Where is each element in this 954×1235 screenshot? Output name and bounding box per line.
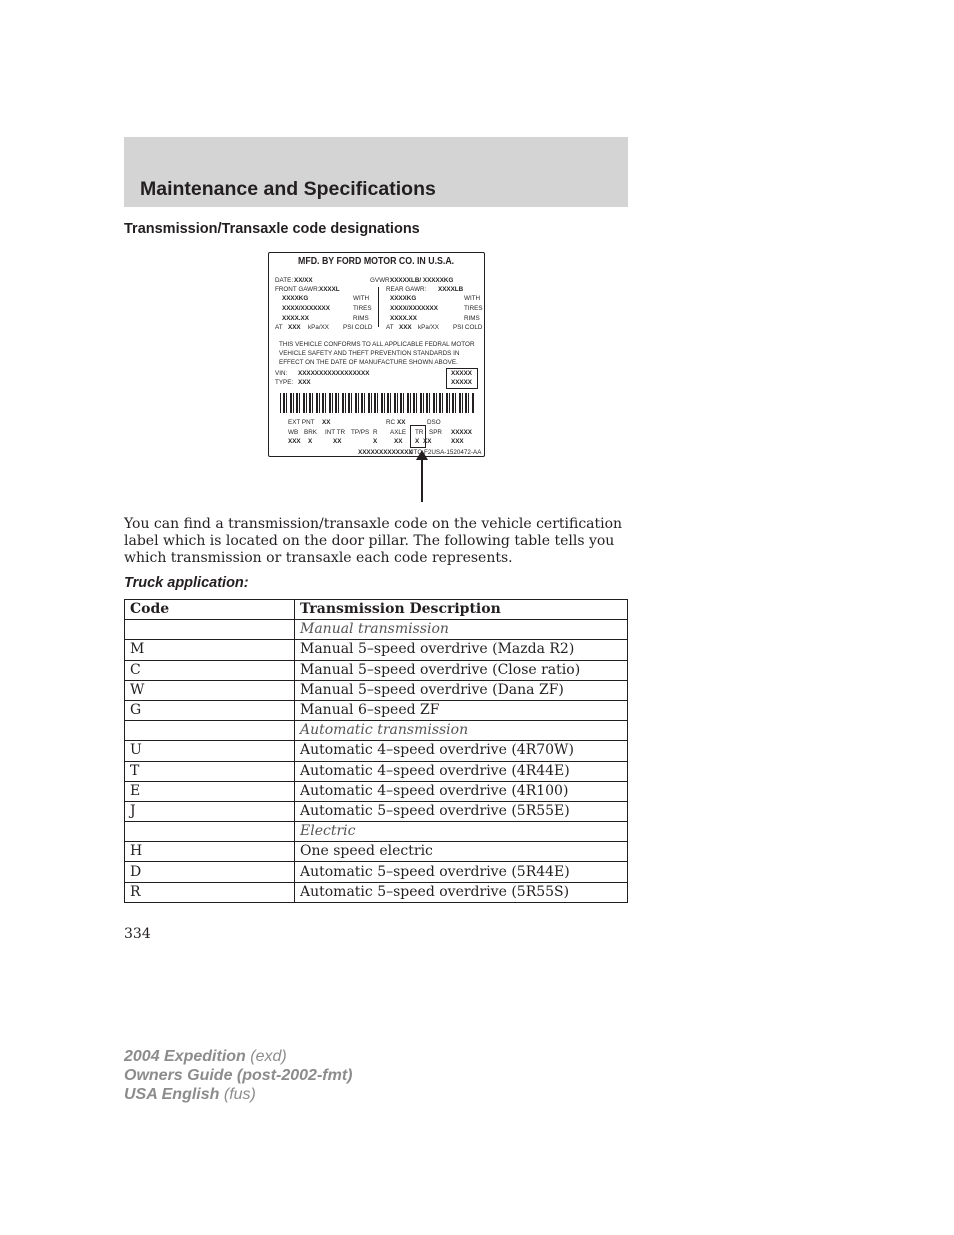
label-rear-kpa: kPa/XX (418, 324, 439, 331)
label-front-psi: PSI COLD (343, 324, 373, 331)
label-manufacturer: MFD. BY FORD MOTOR CO. IN U.S.A. (298, 256, 455, 267)
footer-line-3 (124, 1085, 352, 1104)
footer (124, 1047, 352, 1104)
label-spr-value: XXXXX (451, 429, 472, 436)
description-cell: Automatic 5–speed overdrive (5R55S) (295, 882, 628, 902)
label-conformance-3: EFFECT ON THE DATE OF MANUFACTURE SHOWN ABOVE. (279, 359, 458, 366)
label-utc: UTC (409, 449, 422, 456)
table-row (125, 700, 628, 720)
label-tr: TR (415, 429, 424, 436)
label-divider (378, 287, 379, 327)
label-rear-rim-size: XXXX.XX (390, 315, 417, 322)
label-vin-value: XXXXXXXXXXXXXXXXX (298, 370, 370, 377)
table-header-row (125, 600, 628, 620)
label-rc-value: XX (397, 419, 406, 426)
label-gvwr-value: XXXXXLB/ XXXXXKG (390, 277, 454, 284)
label-spr: SPR (429, 429, 442, 436)
description-cell: Automatic 4–speed overdrive (4R70W) (295, 741, 628, 761)
table-row (125, 882, 628, 902)
table-row (125, 781, 628, 801)
table-row (125, 801, 628, 821)
label-rear-gawr-label: REAR GAWR: (386, 286, 427, 293)
label-rear-kg: XXXXKG (390, 295, 417, 302)
label-serial: XXXXXXXXXXXXX (358, 449, 413, 456)
label-box-bottom: XXXXX (451, 379, 472, 386)
table-row (125, 741, 628, 761)
label-tp-ps: TP/PS (351, 429, 370, 436)
code-cell: E (125, 781, 295, 801)
certification-label-illustration (268, 252, 485, 457)
category-cell: Automatic transmission (295, 721, 628, 741)
label-barcode (280, 393, 475, 413)
label-gvwr-label: GVWR: (370, 277, 392, 284)
table-category-row (125, 822, 628, 842)
label-front-gawr-value: XXXXL (319, 286, 340, 293)
table-category-row (125, 721, 628, 741)
page-number: 334 (124, 926, 151, 942)
code-cell: W (125, 680, 295, 700)
label-ext-pnt-value: XX (322, 419, 331, 426)
table-row (125, 761, 628, 781)
label-rc: RC (386, 419, 396, 426)
label-brk: BRK (304, 429, 317, 436)
label-front-pressure: XXX (288, 324, 301, 331)
label-conformance-1: THIS VEHICLE CONFORMS TO ALL APPLICABLE FEDRAL MOTOR (279, 341, 475, 348)
column-header-description: Transmission Description (295, 600, 628, 620)
description-cell: Manual 5–speed overdrive (Close ratio) (295, 660, 628, 680)
label-spr-bottom: XXX (451, 438, 464, 445)
label-front-with: WITH (353, 295, 370, 302)
description-cell: Manual 6–speed ZF (295, 700, 628, 720)
footer-line-1 (124, 1047, 352, 1066)
label-conformance-2: VEHICLE SAFETY AND THEFT PREVENTION STANDARDS IN (279, 350, 460, 357)
footer-model: 2004 Expedition (124, 1048, 246, 1065)
label-rear-tire-size: XXXX/XXXXXXX (390, 305, 438, 312)
footer-language-code: (fus) (223, 1086, 256, 1103)
label-ext-pnt: EXT PNT (288, 419, 315, 426)
label-front-tires: TIRES (353, 305, 372, 312)
transmission-code-table (124, 599, 628, 903)
description-cell: Manual 5–speed overdrive (Dana ZF) (295, 680, 628, 700)
label-tr-value: X (415, 438, 420, 445)
footer-line-2 (124, 1066, 352, 1085)
code-cell: D (125, 862, 295, 882)
label-rear-pressure: XXX (399, 324, 412, 331)
label-wb-value: XXX (288, 438, 301, 445)
description-cell: Automatic 4–speed overdrive (4R100) (295, 781, 628, 801)
description-cell: Manual 5–speed overdrive (Mazda R2) (295, 640, 628, 660)
table-row (125, 842, 628, 862)
label-rear-gawr-value: XXXXLB (438, 286, 464, 293)
label-r-value: X (373, 438, 378, 445)
pointer-arrow (421, 459, 423, 502)
label-axle: AXLE (390, 429, 407, 436)
description-cell: Automatic 5–speed overdrive (5R55E) (295, 801, 628, 821)
code-cell (125, 620, 295, 640)
section-heading: Transmission/Transaxle code designations (124, 221, 420, 237)
table-category-row (125, 620, 628, 640)
label-front-kg: XXXXKG (282, 295, 309, 302)
label-axle-value: XX (394, 438, 403, 445)
header-band (124, 137, 628, 207)
code-cell: R (125, 882, 295, 902)
label-int-tr-value: XX (333, 438, 342, 445)
page-title: Maintenance and Specifications (140, 178, 436, 200)
label-part-number: F2USA-1520472-AA (424, 449, 482, 456)
label-type-label: TYPE: (275, 379, 294, 386)
label-front-gawr-label: FRONT GAWR: (275, 286, 320, 293)
category-cell: Manual transmission (295, 620, 628, 640)
label-int-tr: INT TR (325, 429, 346, 436)
code-cell: H (125, 842, 295, 862)
table-row (125, 862, 628, 882)
label-vin-label: VIN: (275, 370, 288, 377)
footer-model-code: (exd) (250, 1048, 287, 1065)
code-cell: T (125, 761, 295, 781)
table-row (125, 660, 628, 680)
table-caption: Truck application: (124, 575, 249, 591)
label-box-top: XXXXX (451, 370, 472, 377)
code-cell: M (125, 640, 295, 660)
label-transmission-code-box (410, 425, 426, 448)
label-rear-tires: TIRES (464, 305, 483, 312)
footer-language: USA English (124, 1086, 220, 1103)
code-cell (125, 822, 295, 842)
label-rear-with: WITH (464, 295, 481, 302)
label-front-kpa: kPa/XX (308, 324, 329, 331)
description-cell: Automatic 5–speed overdrive (5R44E) (295, 862, 628, 882)
column-header-code: Code (125, 600, 295, 620)
label-date-value: XX/XX (294, 277, 313, 284)
label-brk-value: X (308, 438, 313, 445)
label-front-tire-size: XXXX/XXXXXXX (282, 305, 330, 312)
label-tr-value-2: XX (423, 438, 432, 445)
intro-paragraph: You can find a transmission/transaxle code on the vehicle certification label which is located on the door pillar. The following table tells you which transmission or transaxle each code represents. (124, 516, 623, 566)
code-cell: G (125, 700, 295, 720)
description-cell: One speed electric (295, 842, 628, 862)
table-row (125, 640, 628, 660)
label-r: R (373, 429, 378, 436)
category-cell: Electric (295, 822, 628, 842)
label-front-at: AT (275, 324, 283, 331)
code-cell (125, 721, 295, 741)
footer-guide: Owners Guide (post-2002-fmt) (124, 1067, 353, 1084)
code-cell: J (125, 801, 295, 821)
label-front-rims: RIMS (353, 315, 369, 322)
label-date-label: DATE: (275, 277, 294, 284)
label-rear-rims: RIMS (464, 315, 480, 322)
label-rear-psi: PSI COLD (453, 324, 483, 331)
code-cell: C (125, 660, 295, 680)
label-code-box-right (446, 368, 478, 389)
description-cell: Automatic 4–speed overdrive (4R44E) (295, 761, 628, 781)
label-wb: WB (288, 429, 299, 436)
label-dso: DSO (427, 419, 441, 426)
table-row (125, 680, 628, 700)
label-front-rim-size: XXXX.XX (282, 315, 309, 322)
table-body (125, 620, 628, 903)
label-rear-at: AT (386, 324, 394, 331)
code-cell: U (125, 741, 295, 761)
label-type-value: XXX (298, 379, 311, 386)
